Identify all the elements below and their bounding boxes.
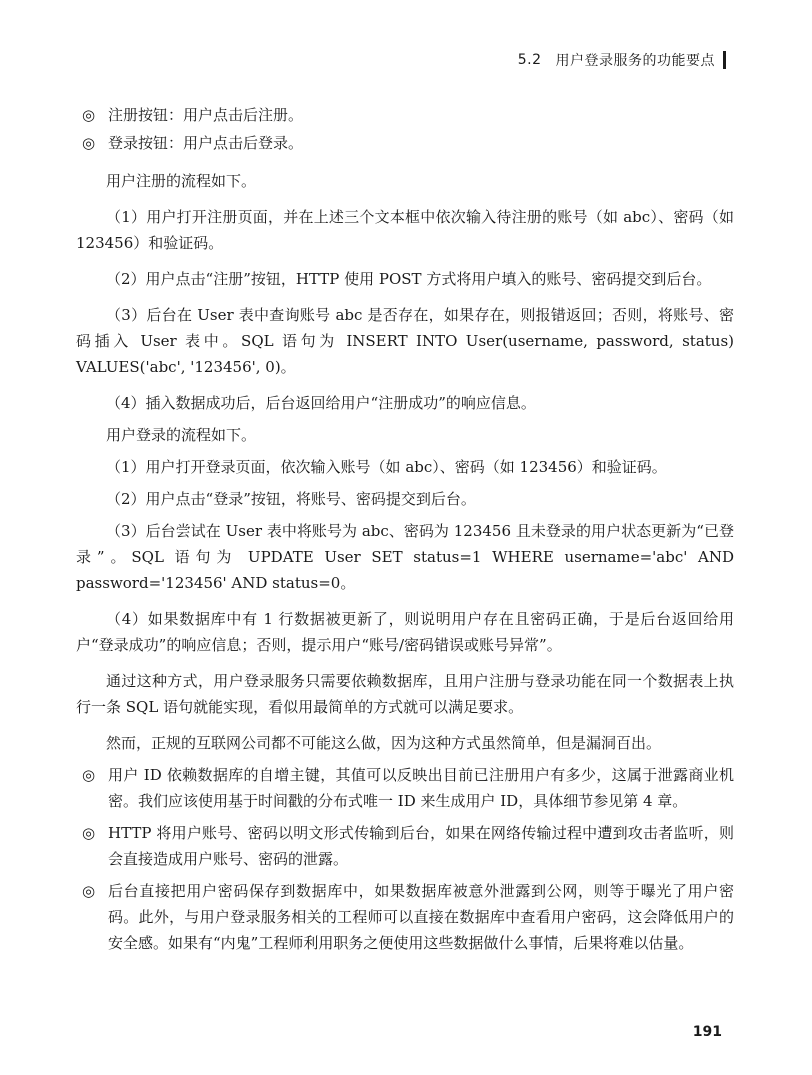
bullet-text: HTTP 将用户账号、密码以明文形式传输到后台，如果在网络传输过程中遭到攻击者监听，则会直接造成用户账号、密码的泄露。 [108, 824, 734, 868]
list-item [76, 130, 734, 156]
issues-list [76, 762, 734, 956]
list-item [76, 878, 734, 956]
login-intro: 用户登录的流程如下。 [106, 426, 257, 444]
login-step: （1）用户打开登录页面，依次输入账号（如 abc）、密码（如 123456）和验证码。 [106, 458, 667, 476]
page-number: 191 [692, 1024, 722, 1040]
bullet-icon: ◎ [82, 882, 96, 900]
bullet-text: 登录按钮：用户点击后登录。 [108, 134, 304, 152]
bullet-icon: ◎ [82, 134, 96, 152]
section-number: 5.2 [517, 52, 542, 68]
login-step: （3）后台尝试在 User 表中将账号为 abc、密码为 123456 且未登录的用户状态更新为“已登录”。SQL 语句为 UPDATE User SET status=1 WHERE username='abc' AND password='123456' AND status=0。 [76, 522, 734, 592]
header-bar [723, 51, 726, 69]
running-header [518, 50, 726, 70]
bullet-text: 后台直接把用户密码保存到数据库中，如果数据库被意外泄露到公网，则等于曝光了用户密码。此外，与用户登录服务相关的工程师可以直接在数据库中查看用户密码，这会降低用户的安全感。如果有“内鬼”工程师利用职务之便使用这些数据做什么事情，后果将难以估量。 [108, 882, 734, 952]
register-intro: 用户注册的流程如下。 [106, 172, 257, 190]
page-body [76, 102, 734, 962]
bullet-text: 注册按钮：用户点击后注册。 [108, 106, 304, 124]
register-step: （2）用户点击“注册”按钮，HTTP 使用 POST 方式将用户填入的账号、密码提交到后台。 [106, 270, 712, 288]
bullet-icon: ◎ [82, 824, 96, 842]
login-step: （2）用户点击“登录”按钮，将账号、密码提交到后台。 [106, 490, 476, 508]
bullet-icon: ◎ [82, 106, 96, 124]
list-item [76, 762, 734, 814]
however-paragraph: 然而，正规的互联网公司都不可能这么做，因为这种方式虽然简单，但是漏洞百出。 [106, 734, 662, 752]
bullet-text: 用户 ID 依赖数据库的自增主键，其值可以反映出目前已注册用户有多少，这属于泄露商业机密。我们应该使用基于时间戳的分布式唯一 ID 来生成用户 ID，具体细节参见第 4 章。 [108, 766, 734, 810]
section-title: 用户登录服务的功能要点 [555, 53, 715, 69]
summary-paragraph: 通过这种方式，用户登录服务只需要依赖数据库，且用户注册与登录功能在同一个数据表上执行一条 SQL 语句就能实现，看似用最简单的方式就可以满足要求。 [76, 672, 734, 716]
register-step: （3）后台在 User 表中查询账号 abc 是否存在，如果存在，则报错返回；否则，将账号、密码插入 User 表中。SQL 语句为 INSERT INTO User(username, password, status) VALUES('abc', '123456', 0)。 [76, 306, 734, 376]
register-step: （4）插入数据成功后，后台返回给用户“注册成功”的响应信息。 [106, 394, 536, 412]
list-item [76, 820, 734, 872]
button-list [76, 102, 734, 156]
list-item [76, 102, 734, 128]
register-step: （1）用户打开注册页面，并在上述三个文本框中依次输入待注册的账号（如 abc）、密码（如 123456）和验证码。 [76, 208, 734, 252]
bullet-icon: ◎ [82, 766, 96, 784]
login-step: （4）如果数据库中有 1 行数据被更新了，则说明用户存在且密码正确，于是后台返回给用户“登录成功”的响应信息；否则，提示用户“账号/密码错误或账号异常”。 [76, 610, 734, 654]
